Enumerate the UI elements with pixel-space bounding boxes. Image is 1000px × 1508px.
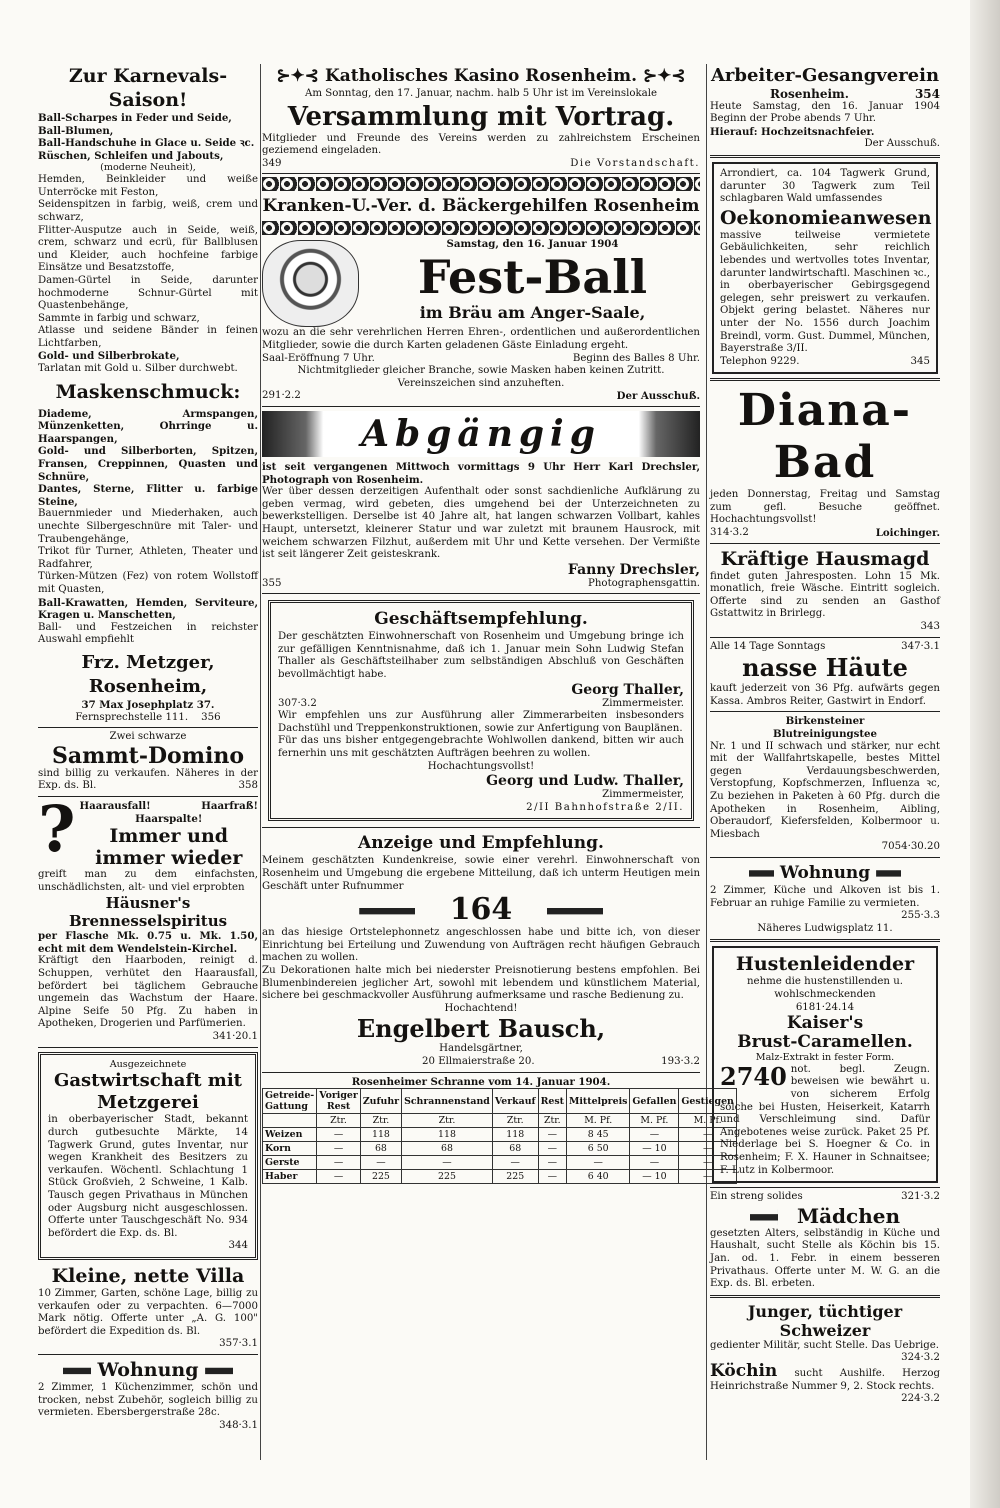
ad-number: 224·3.2 [901,1393,940,1405]
kaiser-text: nehme die hustenstillenden u. wohlschmeckenden [747,976,903,1000]
table-cell: — [679,1142,736,1156]
ad-number: 358 [238,780,258,792]
wohnung-ad [38,1358,258,1432]
oek-pre: Arrondiert, ca. 104 Tagwerk Grund, darunter 30 Tagwerk zum Teil schlagbaren Wald umfassendes [720,167,930,205]
ad-number: 6181·24.14 [795,1001,855,1013]
list-item: Atlasse und seidene Bänder in feinen Lichtfarben, [38,325,258,349]
page-edge [970,0,1000,1508]
table-cell: Gerste [263,1156,317,1170]
table-cell: — [538,1170,566,1184]
kasino-footer [262,158,700,171]
haar-ad [38,791,258,1044]
list-item: Ball-Blumen, [38,124,114,137]
birken-sub: Blutreinigungstee [772,728,878,740]
table-cell: — 10 [630,1170,679,1184]
ad-number: 7054·30.20 [881,841,940,853]
table-row [263,1170,737,1184]
schranne-title: Rosenheimer Schranne vom 14. Januar 1904. [351,1075,611,1088]
fest-verein: Kranken-U.-Ver. d. Bäckergehilfen Rosenheim [262,196,700,217]
karneval-ad [38,64,258,724]
gesch-text: Der geschätzten Einwohnerschaft von Rosenheim und Umgebung bringe ich zur gefälligen Kenntnisnahme, daß ich 1. Januar mein Sohn Ludwig Stefan Thaller als Geschäftsteilhaber zum selbständigen Abschluß von Geschäften bevollmächtigt habe. [278,631,684,681]
divider [710,637,940,638]
table-cell: — [538,1128,566,1142]
haar-title: Immer und immer wieder [95,825,243,870]
ad-number: 345 [910,355,930,367]
haar-text2: Kräftigt den Haarboden, reinigt d. Schuppen, verhütet den Haarausfall, befördert bei täglichem Gebrauche ungemein das Wachstum der Haare. Alpine Seife 50 Pfg. Zu haben in Apotheken, Drogerien und Parfümerien. [38,955,258,1030]
haar-text1: greift man zu dem einfachsten, unschädlichsten, alt- und viel erprobten [38,869,258,893]
magd-text: findet guten Jahresposten. Lohn 15 Mk. monatlich, freie Wäsche. Eintritt sogleich. Offerte sind zu senden an Gasthof Gstattwitz in Brirlegg. [710,570,940,620]
kasino-title: Katholisches Kasino Rosenheim. [324,66,638,86]
table-cell: — [360,1156,401,1170]
kaiser-body [720,1061,930,1177]
unit-cell: M. Pf. [630,1114,679,1128]
column-header: Gefallen [630,1089,679,1114]
haeute-text: kauft jederzeit von 36 Pfg. aufwärts gegen Kassa. Ambros Reiter, Gastwirt in Endorf. [710,683,940,707]
table-row [263,1156,737,1170]
birken-title: Birkensteiner [785,715,865,728]
diana-ad [710,385,940,539]
abgaengig-banner [262,411,700,457]
divider [710,1187,940,1188]
anz-title: Anzeige und Empfehlung. [358,833,604,854]
table-cell: Korn [263,1142,317,1156]
fest-footer [262,390,700,403]
festball-ad [262,177,700,403]
table-cell: Haber [263,1170,317,1184]
oek-footer [720,356,930,369]
unit-cell: M. Pf. [566,1114,629,1128]
ad-number: 307·3.2 [278,697,317,709]
table-cell: — [679,1128,736,1142]
column-header: Verkauf [492,1089,538,1114]
haeute-ad [710,641,940,709]
ad-number: 341·20.1 [212,1031,258,1043]
divider [710,378,940,381]
ad-number: 349 [262,157,282,169]
table-cell: — 10 [630,1142,679,1156]
divider [710,1295,940,1298]
koechin-text: sucht Aushilfe. Herzog Heinrichstraße Nummer 9, 2. Stock rechts. [710,1367,940,1392]
anz-number-row [262,893,700,927]
hausmagd-ad [710,547,940,634]
unit-cell: Ztr. [402,1114,493,1128]
phone-text: Fernsprechstelle 111. [75,711,189,723]
oek-phone: Telephon 9229. [720,355,800,367]
table-cell: — [566,1156,629,1170]
unit-cell: M. Pf. [679,1114,736,1128]
maedchen-text: gesetzten Alters, selbständig in Küche und Haushalt, sucht Stelle als Köchin bis 15. Jan. od. 1. Febr. in einem besseren Privathaus. Offerte unter M. W. G. an die Exp. ds. Bl. erbeten. [710,1227,940,1290]
domino-text [38,768,258,793]
kasino-title-row [262,64,700,88]
question-mark-icon: ? [38,791,76,867]
divider [710,857,940,858]
ornament-border [262,221,700,235]
fest-place: im Bräu am Anger-Saale, [419,302,646,322]
abg-sign2: Photographensgattin. [588,577,700,589]
gesch-greet: Hochachtungsvollst! [427,760,535,772]
ad-number: 193·3.2 [661,1055,700,1067]
gesch-text2: Wir empfehlen uns zur Ausführung aller Zimmerarbeiten insbesonders Dachstühl und Treppenkonstruktionen, sowie zur Anfertigung von Bauplänen. [278,710,684,734]
kaiser-brand2: Brust-Caramellen. [737,1032,913,1053]
list-item: Ball-Handschuhe in Glace u. Seide ꝛc. [38,137,255,150]
abg-lead: ist seit vergangenen Mittwoch vormittags 9 Uhr Herr Karl Drechsler, Photograph von Rosenheim. [262,460,700,486]
gast-pre: Ausgezeichnete [109,1058,187,1070]
schranne-table [262,1075,734,1185]
table-header-row [263,1089,737,1114]
list-item: Rüschen, Schleifen und Jabouts, [38,149,224,162]
guild-crest-icon [262,240,359,327]
birken-text: Nr. 1 und II schwach und stärker, nur echt mit der Wallfahrtskapelle, bestes Mittel gegen Verdauungsbeschwerden, Verstopfung, Kopfschmerzen, Influenza ꝛc, Zu beziehen in Paketen à 60 Pfg. durch die Apotheken in Rosenheim, Aibling, Oberaudorf, Kiefersfelden, Kolbermoor u. Miesbach [710,740,940,840]
maedchen-ad [710,1191,940,1291]
ad-number: 314·3.2 [710,527,749,539]
pointing-hand-icon [876,865,912,881]
table-cell: 225 [360,1170,401,1184]
column-header: Schrannenstand [402,1089,493,1114]
gesch-sign2: Georg und Ludw. Thaller, [486,773,684,790]
list-item: Hemden, Beinkleider und weiße Unterröcke mit Feston, [38,174,258,198]
divider [38,1354,258,1355]
kasino-headline: Versammlung mit Vortrag. [287,101,675,132]
wohnung-title: Wohnung [97,1358,199,1381]
list-item: Türken-Mützen (Fez) von rotem Wollstoff mit Quasten, [38,571,258,595]
abgaengig-title: Abgängig [361,412,601,455]
anz-name: Engelbert Bausch, [356,1014,606,1044]
haar-product: Häusner's Brennesselspiritus [68,894,228,931]
fest-text2: Nichtmitglieder gleicher Branche, sowie Masken haben keinen Zutritt. Vereinszeichen sind anzuheften. [297,365,665,389]
table-cell: 118 [492,1128,538,1142]
domino-body: sind billig zu verkaufen. Näheres in der Exp. ds. Bl. [38,767,258,792]
ad-number: 344 [228,1240,248,1252]
firm-name: Frz. Metzger, Rosenheim, [81,651,215,697]
list-item: Flitter-Ausputze auch in Seide, weiß, crem, schwarz und ecrü, für Ballblusen und Kleider, auch hochfeine farbige Einsätze und Besatzstoffe, [38,224,258,274]
haar-line2: Haarspalte! [135,812,203,825]
divider [262,1072,700,1073]
table-cell: 6 40 [566,1170,629,1184]
abgaengig-ad [262,411,700,590]
ad-number: 255·3.3 [901,910,940,922]
koechin-ad [710,1360,940,1406]
column-header: Zufuhr [360,1089,401,1114]
kaiser-text2: not. begl. Zeugn. beweisen wie bewährt u. von sicherem Erfolg solche bei Husten, Heiserkeit, Katarrh und Verschleimung sind. Dafür Angebotenes weise zurück. Paket 25 Pf. Niederlage bei S. Hoegner & Co. in Rosenheim; F. X. Hauner in Schnaitsee; F. Lutz in Kolbermoor. [720,1063,930,1176]
fest-text: wozu an die sehr verehrlichen Herren Ehren-, ordentlichen und außerordentlichen Mitglieder, sowie die durch Karten geladenen Gäste Einladung ergeht. [262,327,700,351]
pointing-hand-icon [51,1363,91,1379]
oek-text: massive teilweise vermietete Gebäulichkeiten, sehr reichlich lebendes und wertvolles totes Inventar, darunter landwirtschaftl. Maschinen ꝛc., in oberbayerischer Gebirgsgegend gelegen, sehr preiswert zu verkaufen. Objekt gering belastet. Näheres nur unter der No. 1556 durch Joachim Breindl, vorm. Gust. Dummel, München, Bayerstraße 3/II. [720,229,931,355]
ad-number: 321·3.2 [901,1191,940,1203]
anz-text: Meinem geschätzten Kundenkreise, sowie einer verehrl. Einwohnerschaft von Rosenheim und Umgebung die ergebene Mitteilung, daß ich unterm Heutigen mein Geschäft unter Rufnummer [262,855,700,892]
koechin-body [710,1360,940,1393]
domino-pre: Zwei schwarze [109,731,187,743]
table-cell: — [317,1156,361,1170]
wohnung2-title-row [710,861,940,885]
divider [710,711,940,712]
list-item: Diademe, Armspangen, Münzenketten, Ohrringe u. Haarspangen, [38,407,258,445]
list-item: Seidenspitzen in farbig, weiß, crem und schwarz, [38,199,258,223]
fest-times [262,353,700,366]
list-item: Gold- und Silberbrokate, [38,350,180,363]
kaiser-brand: Kaiser's [786,1013,864,1034]
table-cell: — [402,1156,493,1170]
ornament-icon: ⊱✦⊰ [276,66,320,86]
gesch-role: Zimmermeister. [602,697,684,709]
fest-title: Fest-Ball [417,249,648,304]
ad-number: 348·3.1 [219,1419,258,1431]
column-header: Voriger Rest [317,1089,361,1114]
arbeiter-ad [710,64,940,151]
abg-text: Wer über dessen derzeitigen Aufenthalt oder sonst sachdienliche Aufklärung zu geben vermag, wird gebeten, dies umgehend bei der Unterzeichneten zu bewerkstelligen. Derselbe ist 40 Jahre alt, hat langen schwarzen Vollbart, kahles Haupt, untersetzt, kleinerer Statur und war zuletzt mit braunem Hausrock, mit weichem schwarzen Filzhut, außerdem mit Uhr und Kette versehen. Der Vermißte ist seit längerer Zeit geisteskrank. [262,486,700,561]
gast-title: Gastwirtschaft mit Metzgerei [54,1070,242,1114]
gast-ad [38,1052,258,1260]
list-item: Ball- und Festzeichen in reichster Auswahl empfiehlt [38,621,258,646]
maedchen-title: Mädchen [796,1203,901,1228]
column-left [38,64,258,1464]
anzeige-ad [262,831,700,1068]
ad-number: 357·3.1 [219,1338,258,1350]
table-cell: — [317,1142,361,1156]
anz-addr: 20 Ellmaierstraße 20. [422,1055,535,1067]
list-item: Damen-Gürtel in Seide, darunter hochmoderne Schnur-Gürtel mit Quastenbehänge, [38,274,258,312]
table-cell: 68 [402,1142,493,1156]
unit-cell: Ztr. [492,1114,538,1128]
wohnung2-text: 2 Zimmer, Küche und Alkoven ist bis 1. Februar an ruhige Familie zu vermieten. [710,884,940,909]
table-cell: 8 45 [566,1128,629,1142]
arbeiter-city-row [710,88,940,101]
unit-cell: Ztr. [317,1114,361,1128]
firm-phone [38,712,258,725]
phone-number: 164 [449,892,513,928]
kasino-text: Mitglieder und Freunde des Vereins werden zu zahlreichstem Erscheinen geziemend eingeladen. [262,132,700,157]
table-cell: 225 [492,1170,538,1184]
table-cell: — [630,1128,679,1142]
divider [262,827,700,828]
table-cell: — [679,1170,736,1184]
kaiser-small: Malz-Extrakt in fester Form. [755,1052,895,1064]
wohnung2-ad [710,861,940,935]
pointing-hand-icon [738,865,774,881]
table-row [263,1128,737,1142]
pointing-hand-icon [750,1209,790,1225]
geschaeft-ad [268,600,694,821]
table-cell: — [538,1142,566,1156]
pointing-hand-icon [359,903,439,919]
list-item: Gold- und Silberborten, Spitzen, Fransen, Creppinnen, Quasten und Schnüre, [38,445,258,483]
kaiser-count: 2740 [720,1061,787,1091]
schweizer-text: gedienter Militär, sucht Stelle. Das Uebrige. [710,1339,940,1351]
haar-l1a: Haarausfall! [79,799,151,812]
masken-items [38,408,258,647]
list-item: (moderne Neuheit), [100,162,196,174]
arbeiter-title: Arbeiter-Gesangverein [710,65,940,86]
gast-text: in oberbayerischer Stadt, bekannt durch gutbesuchte Märkte, 14 Tagwerk Grund, gutes Inventar, nur wegen Krankheit des Besitzers zu verkaufen. Wöchentl. Schlachtung 1 Stück Großvieh, 2 Schweine, 1 Kalb. Tausch gegen Privathaus in München oder Augsburg nicht ausgeschlossen. Offerte unter Tauschgeschäft No. 934 befördert die Exp. ds. Bl. [48,1114,248,1239]
table-cell: — [679,1156,736,1170]
pointing-hand-icon [523,903,603,919]
pointing-hand-icon [205,1363,245,1379]
wohnung2-addr: Näheres Ludwigsplatz 11. [757,922,893,934]
villa-title: Kleine, nette Villa [51,1264,245,1287]
ad-number: 347·3.1 [901,640,940,652]
villa-ad [38,1264,258,1351]
table-cell: 6 50 [566,1142,629,1156]
divider [262,406,700,407]
wohnung2-title: Wohnung [779,862,871,883]
fest-sign: Der Ausschuß. [616,390,700,403]
table-cell: — [317,1128,361,1142]
table-cell: 118 [402,1128,493,1142]
column-rule [260,64,261,1460]
table-cell: 225 [402,1170,493,1184]
anz-greet: Hochachtend! [444,1002,518,1014]
table-cell: Weizen [263,1128,317,1142]
anz-text2: an das hiesige Ortstelephonnetz angeschlossen habe und bitte ich, von dieser Einrichtung bei Erteilung und Zuwendung von Aufträgen recht häufigen Gebrauch machen zu wollen. [262,927,700,964]
ornament-border [262,177,700,191]
column-header: Rest [538,1089,566,1114]
list-item: Tarlatan mit Gold u. Silber durchwebt. [38,363,238,375]
diana-footer [710,527,940,540]
anz-text3: Zu Dekorationen halte mich bei niederster Preisnotierung bestens empfohlen. Bei Blumenbindereien jeglicher Art, sowohl mit lebendem und künstlichem Material, sichere bei geschmackvoller Ausführung aufmerksame und rasche Bedienung zu. [262,964,700,1002]
domino-title: Sammt-Domino [51,742,245,769]
birkensteiner-ad [710,715,940,854]
haar-price: per Flasche Mk. 0.75 u. Mk. 1.50, echt mit dem Wendelstein-Kirchel. [38,930,258,955]
kasino-sign: Die Vorstandschaft. [570,157,700,169]
table-cell: 68 [492,1142,538,1156]
ad-number: 354 [914,87,940,101]
gesch-sign: Georg Thaller, [571,681,684,698]
list-item: Ball-Krawatten, Hemden, Serviteure, Kragen u. Manschetten, [38,596,258,622]
ad-number: 291·2.2 [262,390,301,402]
table-cell: — [538,1156,566,1170]
oekonomie-ad [712,162,938,374]
gesch-title: Geschäftsempfehlung. [374,609,588,630]
domino-ad [38,731,258,793]
fest-open: Saal-Eröffnung 7 Uhr. [262,352,375,364]
koechin-title: Köchin [710,1360,778,1381]
table-cell: — [492,1156,538,1170]
wohnung-text: 2 Zimmer, 1 Küchenzimmer, schön und trocken, nebst Zubehör, sogleich billig zu vermieten. Ebersbergerstraße 28c. [38,1381,258,1419]
arbeiter-city: Rosenheim. [770,87,849,101]
ad-number: 324·3.2 [901,1352,940,1364]
column-right [710,64,940,1464]
diana-sign: Loichinger. [875,527,940,540]
schweizer-title: Junger, tüchtiger Schweizer [747,1301,903,1340]
column-rule [706,64,707,1460]
haeute-pre: Alle 14 Tage Sonntags [710,640,826,652]
table-cell: — [630,1156,679,1170]
table-unit-row [263,1114,737,1128]
anz-addr-row [262,1056,700,1069]
haeute-pre-row [710,641,940,654]
anz-role: Handelsgärtner, [439,1043,523,1055]
diana-title: Diana-Bad [737,385,913,489]
schweizer-ad [710,1302,940,1365]
wohnung-title-row [38,1358,258,1382]
arbeiter-sign: Der Ausschuß. [864,138,940,150]
divider [38,1047,258,1048]
fest-date: Samstag, den 16. Januar 1904 [446,238,619,251]
divider [710,543,940,544]
fest-begin: Beginn des Balles 8 Uhr. [572,352,700,364]
kaiser-title: Hustenleidender [735,953,915,976]
unit-cell [263,1114,317,1128]
haar-l1b: Haarfraß! [201,799,258,812]
gesch-text3: Für das uns bisher entgegengebrachte Wohlwollen dankend, bitten wir auch fernerhin uns mit geschätzten Aufträgen beehren zu wollen. [278,735,684,760]
gesch-addr: 2/II Bahnhofstraße 2/II. [526,801,684,813]
ad-number: 343 [920,621,940,633]
arbeiter-then: Hierauf: Hochzeitsnachfeier. [710,125,875,138]
list-item: Trikot für Turner, Athleten, Theater und Radfahrer, [38,546,258,570]
list-item: Bauernmieder und Miederhaken, auch unechte Silbergeschnüre mit Taler- und Traubengehänge, [38,508,258,545]
column-header: Gestiegen [679,1089,736,1114]
ornament-icon: ⊱✦⊰ [642,66,686,86]
divider [262,173,700,174]
arbeiter-text: Heute Samstag, den 16. Januar 1904 Beginn der Probe abends 7 Uhr. [710,100,940,125]
ad-number: 356 [201,711,221,723]
schranne-grid [262,1088,737,1184]
column-header: Mittelpreis [566,1089,629,1114]
masken-title: Maskenschmuck: [55,380,241,403]
table-cell: 68 [360,1142,401,1156]
unit-cell: Ztr. [360,1114,401,1128]
oek-title: Oekonomieanwesen [720,206,932,229]
kasino-line: Am Sonntag, den 17. Januar, nachm. halb 5 Uhr ist im Vereinslokale [305,88,657,99]
ad-number: 355 [262,577,282,589]
maedchen-pre-row [710,1191,940,1204]
karneval-title: Zur Karnevals-Saison! [68,65,228,111]
haeute-title: nasse Häute [742,653,908,683]
villa-text: 10 Zimmer, Garten, schöne Lage, billig zu verkaufen oder zu verpachten. 6—7000 Mark nötig. Offerte unter „A. G. 100" befördert die Expedition ds. Bl. [38,1287,258,1337]
table-row [263,1142,737,1156]
unit-cell: Ztr. [538,1114,566,1128]
table-cell: 118 [360,1128,401,1142]
kasino-ad [262,64,700,170]
karneval-items [38,112,258,376]
gesch-role2: Zimmermeister, [602,789,684,801]
diana-text: jeden Donnerstag, Freitag und Samstag zum gefl. Besuche geöffnet. Hochachtungsvollst! [710,489,940,526]
divider [262,593,700,594]
list-item: Dantes, Sterne, Flitter u. farbige Steine, [38,483,258,508]
list-item: Ball-Scharpes in Feder und Seide, [38,112,232,124]
magd-title: Kräftige Hausmagd [720,547,930,570]
abg-sign: Fanny Drechsler, [567,561,700,578]
kaiser-ad [712,946,938,1183]
column-header: Getreide-Gattung [263,1089,317,1114]
list-item: Sammte in farbig und schwarz, [38,312,200,324]
table-cell: — [317,1170,361,1184]
abg-footer [262,578,700,591]
firm-address: 37 Max Josephplatz 37. [81,698,215,711]
divider [710,155,940,158]
maedchen-pre: Ein streng solides [710,1191,803,1203]
maedchen-title-row [710,1204,940,1228]
divider [710,939,940,942]
divider [38,727,258,728]
gesch-role-row [278,698,684,711]
